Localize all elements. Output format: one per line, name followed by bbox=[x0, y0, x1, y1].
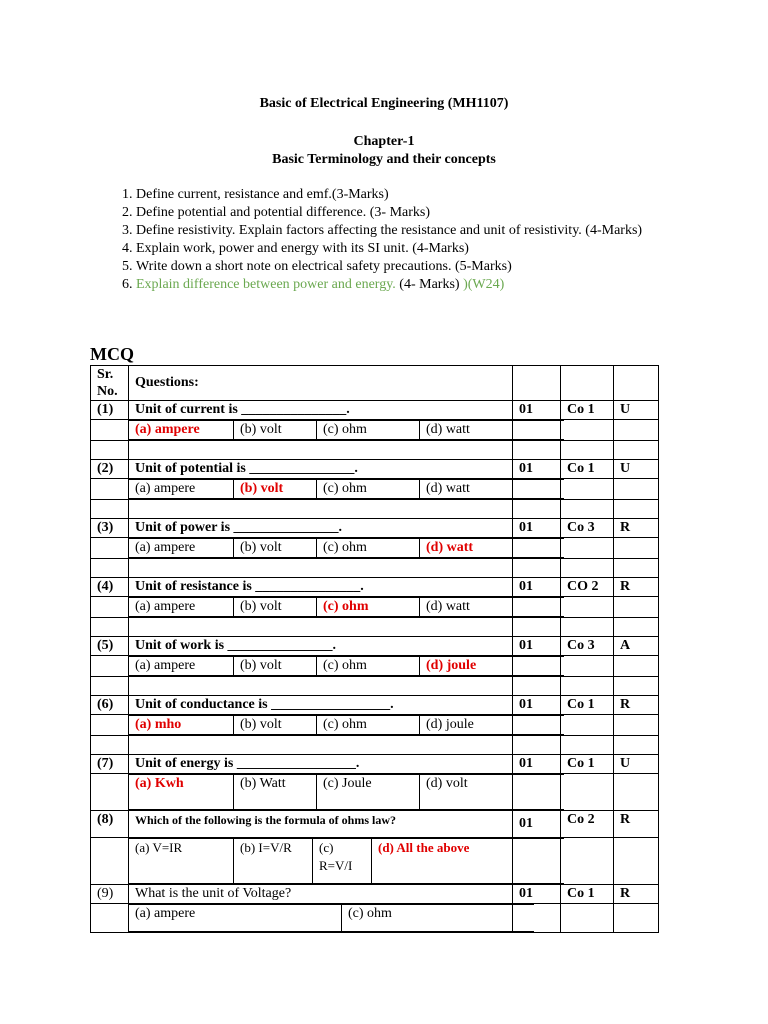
table-header-row bbox=[91, 366, 659, 401]
co-cell: Co 2 bbox=[561, 811, 614, 838]
marks-cell: 01 bbox=[513, 811, 561, 838]
question-row bbox=[91, 811, 659, 838]
chapter-heading: Chapter-1 bbox=[353, 134, 415, 149]
options-table bbox=[129, 715, 564, 735]
theory-question: 2. Define potential and potential difference. (3- Marks) bbox=[136, 204, 724, 222]
option-2: (b) volt bbox=[234, 598, 317, 617]
theory-question: 6. Explain difference between power and energy. (4- Marks) )(W24) bbox=[136, 276, 724, 294]
question-text: Unit of work is _______________. bbox=[129, 637, 513, 656]
option-4: (d) joule bbox=[420, 657, 565, 676]
options-row bbox=[91, 715, 659, 736]
question-row bbox=[91, 460, 659, 479]
level-cell: R bbox=[614, 811, 659, 838]
option-1: (a) V=IR bbox=[129, 839, 234, 884]
options-row bbox=[91, 904, 659, 933]
mcq-heading: MCQ bbox=[90, 344, 134, 364]
theory-question: 1. Define current, resistance and emf.(3-Marks) bbox=[136, 186, 724, 204]
options-row bbox=[91, 479, 659, 500]
option-1: (a) ampere bbox=[129, 598, 234, 617]
spacer-row bbox=[91, 677, 659, 696]
options-table bbox=[129, 597, 564, 617]
options-table bbox=[129, 656, 564, 676]
option-3: (c) ohm bbox=[317, 421, 420, 440]
level-cell: U bbox=[614, 460, 659, 479]
option-1: (a) ampere bbox=[129, 480, 234, 499]
question-row bbox=[91, 885, 659, 904]
options-cell bbox=[129, 904, 513, 933]
options-table bbox=[129, 420, 564, 440]
question-number: (1) bbox=[91, 401, 129, 420]
level-cell: R bbox=[614, 696, 659, 715]
options-cell bbox=[129, 838, 513, 885]
option-4: (d) watt bbox=[420, 598, 565, 617]
spacer-row bbox=[91, 500, 659, 519]
option-1: (a) mho bbox=[129, 716, 234, 735]
question-number: (3) bbox=[91, 519, 129, 538]
option-1: (a) ampere bbox=[129, 539, 234, 558]
question-row bbox=[91, 519, 659, 538]
level-cell: R bbox=[614, 519, 659, 538]
marks-cell: 01 bbox=[513, 885, 561, 904]
srno-header: Sr. No. bbox=[91, 366, 129, 401]
question-text: Unit of conductance is _________________. bbox=[129, 696, 513, 715]
option-1: (a) ampere bbox=[129, 421, 234, 440]
question-text: Unit of potential is _______________. bbox=[129, 460, 513, 479]
question-row bbox=[91, 755, 659, 774]
options-cell bbox=[129, 597, 513, 618]
question-number: (4) bbox=[91, 578, 129, 597]
options-table bbox=[129, 479, 564, 499]
options-cell bbox=[129, 420, 513, 441]
option-1: (a) Kwh bbox=[129, 775, 234, 810]
option-2: (b) Watt bbox=[234, 775, 317, 810]
option-1: (a) ampere bbox=[129, 905, 342, 932]
theory-question: 3. Define resistivity. Explain factors affecting the resistance and unit of resistivity. (4-Marks) bbox=[136, 222, 724, 240]
options-cell bbox=[129, 538, 513, 559]
question-text: Which of the following is the formula of ohms law? bbox=[129, 811, 513, 838]
options-row bbox=[91, 656, 659, 677]
options-row bbox=[91, 420, 659, 441]
theory-question-list bbox=[92, 186, 724, 294]
marks-cell: 01 bbox=[513, 460, 561, 479]
spacer-row bbox=[91, 618, 659, 637]
option-3: (c) R=V/I bbox=[313, 839, 372, 884]
marks-cell: 01 bbox=[513, 696, 561, 715]
marks-cell: 01 bbox=[513, 755, 561, 774]
marks-cell: 01 bbox=[513, 637, 561, 656]
level-cell: R bbox=[614, 885, 659, 904]
spacer-row bbox=[91, 559, 659, 578]
level-cell: U bbox=[614, 401, 659, 420]
co-cell: Co 1 bbox=[561, 696, 614, 715]
option-2: (b) volt bbox=[234, 421, 317, 440]
option-3: (c) ohm bbox=[317, 480, 420, 499]
co-cell: Co 1 bbox=[561, 460, 614, 479]
option-2: (b) volt bbox=[234, 539, 317, 558]
option-4: (d) watt bbox=[420, 539, 565, 558]
co-cell: Co 1 bbox=[561, 755, 614, 774]
options-table bbox=[129, 538, 564, 558]
option-2: (c) ohm bbox=[342, 905, 535, 932]
question-text: Unit of power is _______________. bbox=[129, 519, 513, 538]
question-row bbox=[91, 578, 659, 597]
question-number: (8) bbox=[91, 811, 129, 838]
question-row bbox=[91, 637, 659, 656]
mcq-table bbox=[90, 365, 659, 933]
options-cell bbox=[129, 715, 513, 736]
question-number: (9) bbox=[91, 885, 129, 904]
options-cell bbox=[129, 656, 513, 677]
options-row bbox=[91, 838, 659, 885]
option-3: (c) ohm bbox=[317, 539, 420, 558]
option-4: (d) joule bbox=[420, 716, 565, 735]
theory-question: 4. Explain work, power and energy with its SI unit. (4-Marks) bbox=[136, 240, 724, 258]
co-cell: Co 1 bbox=[561, 401, 614, 420]
options-row bbox=[91, 774, 659, 811]
option-1: (a) ampere bbox=[129, 657, 234, 676]
option-3: (c) Joule bbox=[317, 775, 420, 810]
options-table bbox=[129, 904, 534, 932]
option-2: (b) volt bbox=[234, 716, 317, 735]
theory-question: 5. Write down a short note on electrical safety precautions. (5-Marks) bbox=[136, 258, 724, 276]
question-text: Unit of current is _______________. bbox=[129, 401, 513, 420]
options-row bbox=[91, 538, 659, 559]
options-cell bbox=[129, 774, 513, 811]
co-cell: Co 3 bbox=[561, 637, 614, 656]
questions-header: Questions: bbox=[129, 366, 513, 401]
chapter-subtitle: Basic Terminology and their concepts bbox=[272, 152, 496, 167]
marks-cell: 01 bbox=[513, 401, 561, 420]
options-table bbox=[129, 774, 564, 810]
option-3: (c) ohm bbox=[317, 598, 420, 617]
question-text: Unit of energy is _________________. bbox=[129, 755, 513, 774]
question-text: Unit of resistance is _______________. bbox=[129, 578, 513, 597]
level-cell: A bbox=[614, 637, 659, 656]
question-number: (7) bbox=[91, 755, 129, 774]
level-cell: U bbox=[614, 755, 659, 774]
document-title: Basic of Electrical Engineering (MH1107) bbox=[259, 96, 509, 111]
question-number: (5) bbox=[91, 637, 129, 656]
question-text: What is the unit of Voltage? bbox=[129, 885, 513, 904]
co-cell: Co 1 bbox=[561, 885, 614, 904]
co-cell: CO 2 bbox=[561, 578, 614, 597]
spacer-row bbox=[91, 441, 659, 460]
question-row bbox=[91, 696, 659, 715]
options-cell bbox=[129, 479, 513, 500]
options-row bbox=[91, 597, 659, 618]
option-3: (c) ohm bbox=[317, 657, 420, 676]
marks-cell: 01 bbox=[513, 578, 561, 597]
option-2: (b) I=V/R bbox=[234, 839, 313, 884]
option-2: (b) volt bbox=[234, 480, 317, 499]
co-cell: Co 3 bbox=[561, 519, 614, 538]
option-4: (d) All the above bbox=[372, 839, 565, 884]
question-number: (6) bbox=[91, 696, 129, 715]
spacer-row bbox=[91, 736, 659, 755]
option-4: (d) volt bbox=[420, 775, 565, 810]
options-table bbox=[129, 838, 564, 884]
level-cell: R bbox=[614, 578, 659, 597]
option-4: (d) watt bbox=[420, 480, 565, 499]
question-row bbox=[91, 401, 659, 420]
marks-cell: 01 bbox=[513, 519, 561, 538]
question-number: (2) bbox=[91, 460, 129, 479]
option-3: (c) ohm bbox=[317, 716, 420, 735]
option-4: (d) watt bbox=[420, 421, 565, 440]
option-2: (b) volt bbox=[234, 657, 317, 676]
